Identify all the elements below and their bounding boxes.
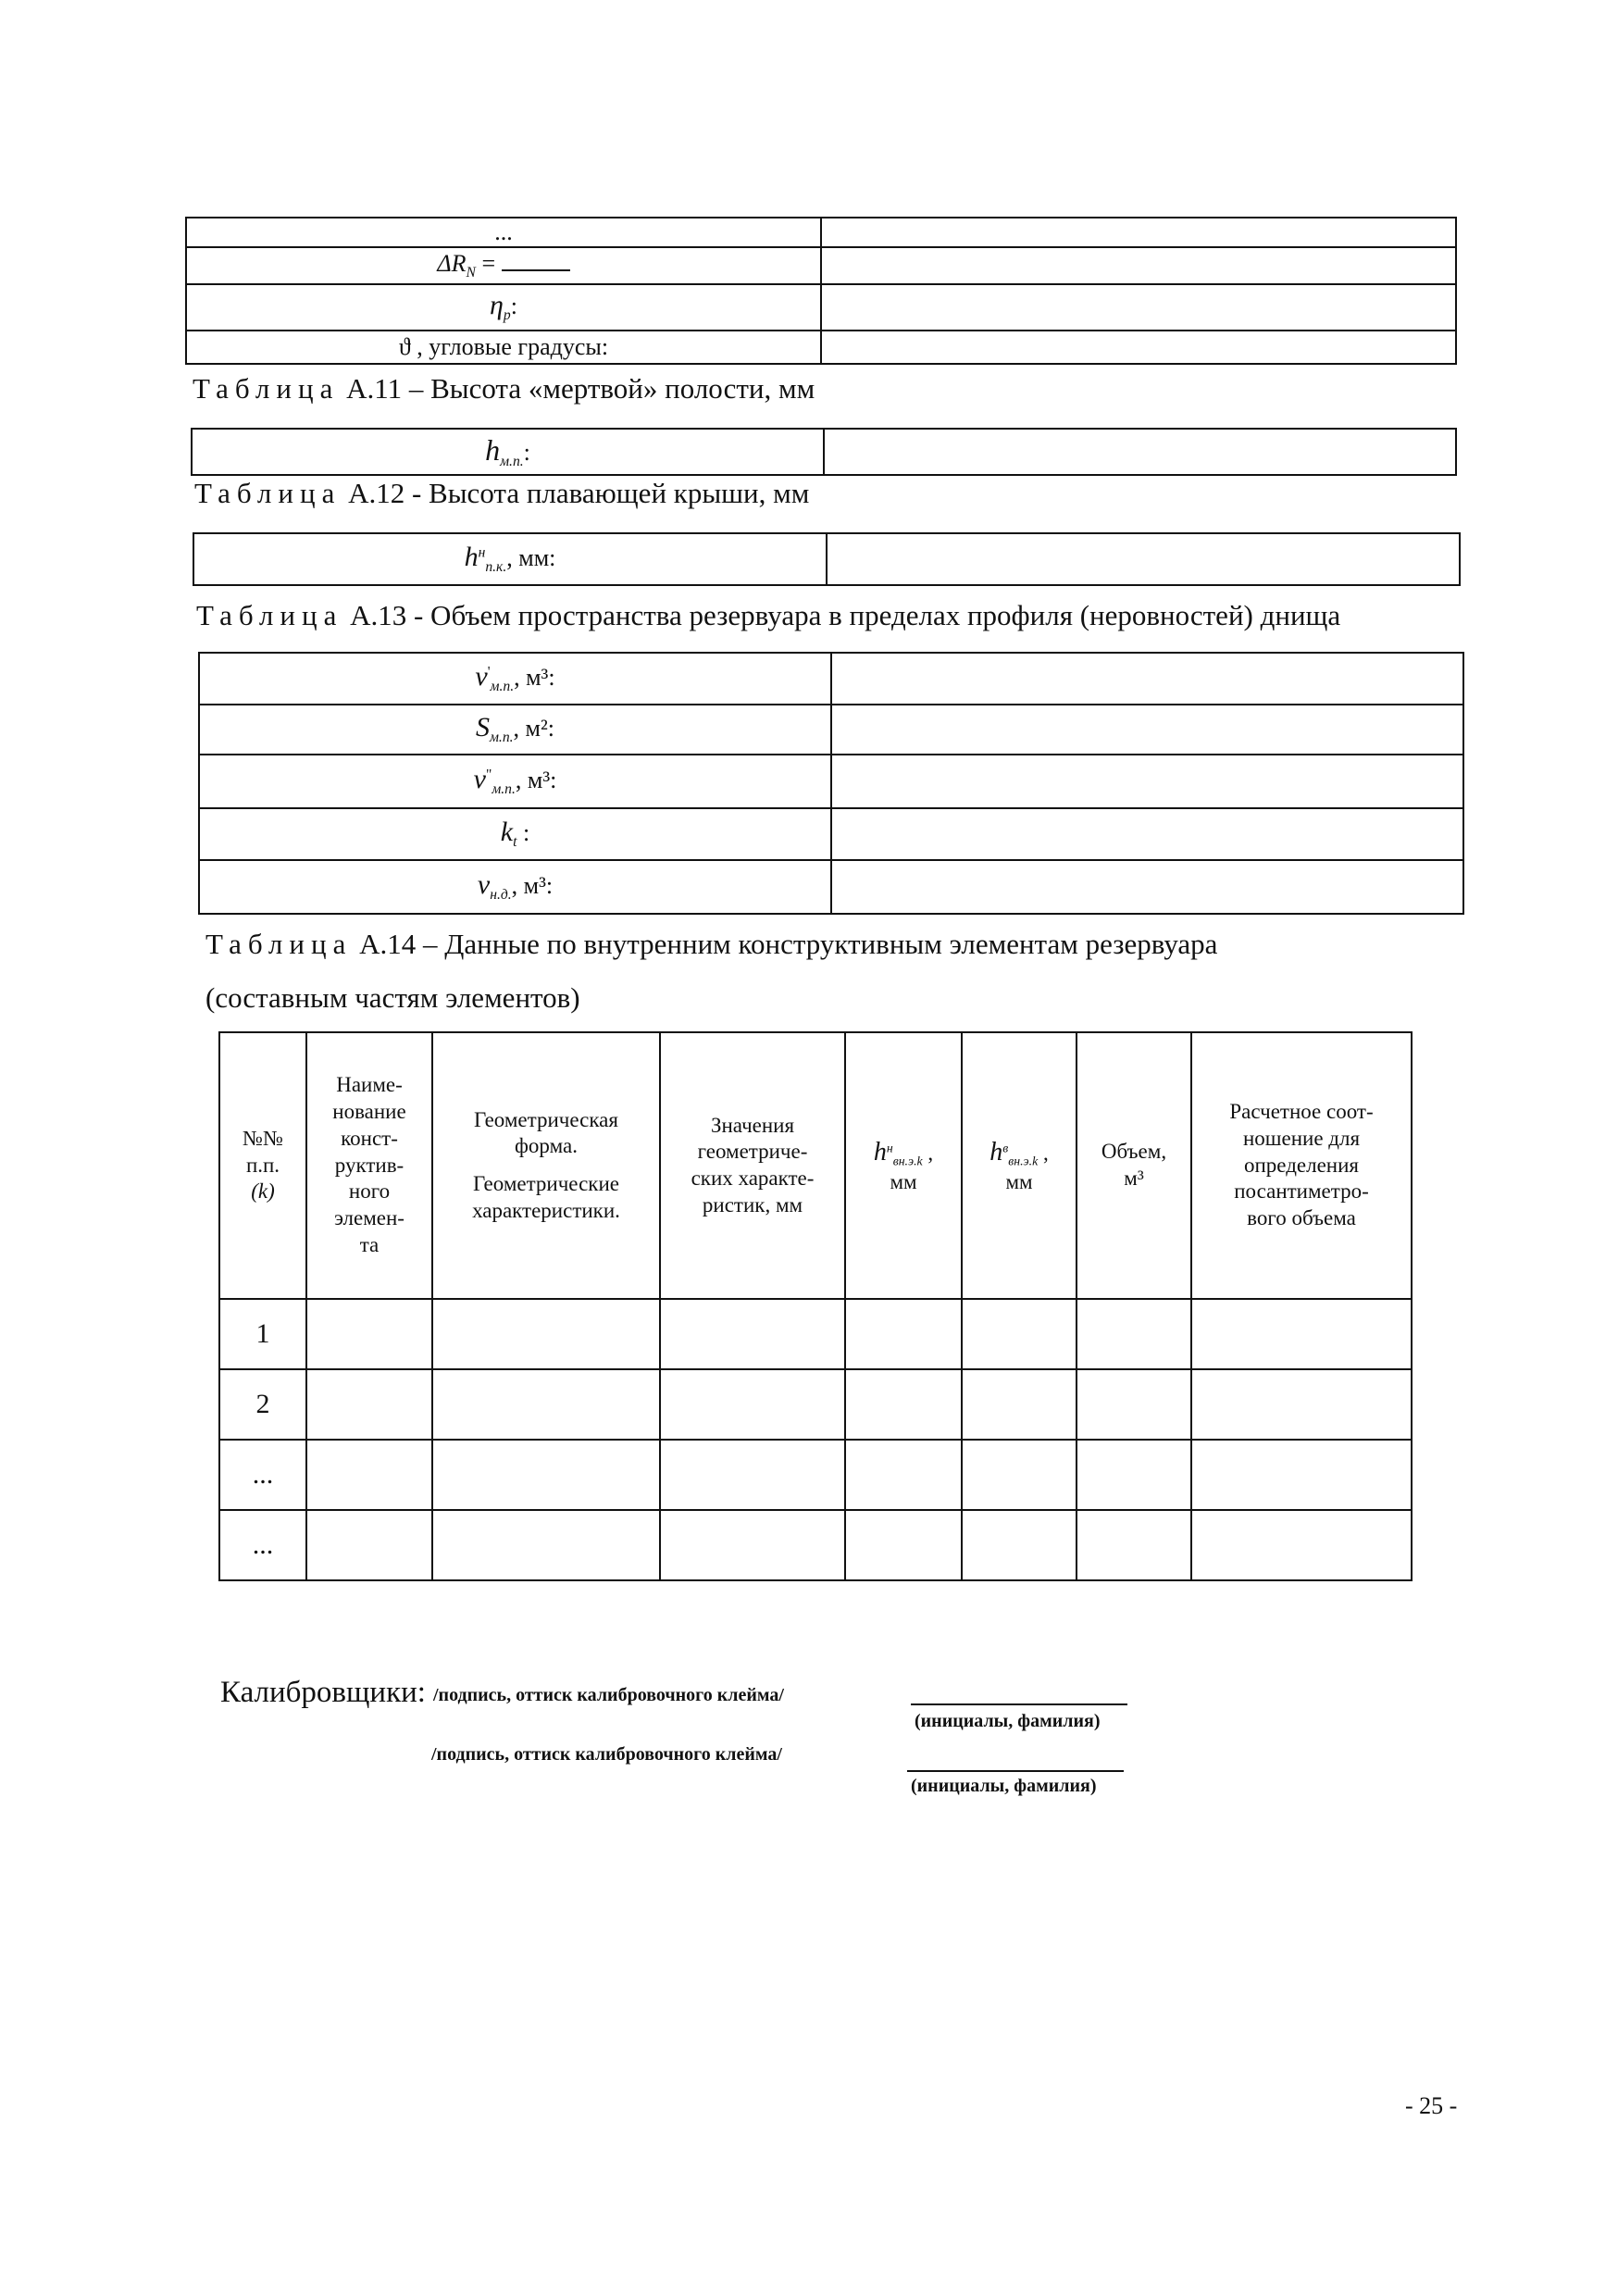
table-a13	[198, 652, 1464, 915]
table-a10-row-delta-r: $\Delta R_N$ =	[186, 247, 821, 284]
header-volume: Объем, м³	[1077, 1032, 1191, 1299]
table-cell[interactable]	[845, 1510, 962, 1580]
table-cell[interactable]	[306, 1369, 432, 1440]
table-a13-label-v1-mp: $v'_{м.п.}$, м³:	[199, 653, 831, 705]
table-cell[interactable]	[1191, 1510, 1412, 1580]
row-number: 1	[219, 1299, 306, 1369]
table-cell[interactable]	[845, 1369, 962, 1440]
table-row	[219, 1440, 1412, 1510]
table-a10-value-cell[interactable]	[821, 331, 1456, 364]
signature-line1-text: /подпись, оттиск калибровочного клейма/	[433, 1685, 784, 1705]
table-cell[interactable]	[432, 1299, 660, 1369]
page-number: - 25 -	[1405, 2092, 1458, 2119]
table-cell[interactable]	[660, 1440, 845, 1510]
table-cell[interactable]	[660, 1299, 845, 1369]
table-cell[interactable]	[1077, 1369, 1191, 1440]
table-a11-label-h-mp: $h_{м.п.}$:	[192, 429, 824, 475]
table-a14-header-row	[219, 1032, 1412, 1299]
header-geometric-values: Значения геометриче- ских характе- ристик, мм	[660, 1032, 845, 1299]
table-cell[interactable]	[845, 1440, 962, 1510]
table-a13-value-cell[interactable]	[831, 808, 1463, 860]
table-a11-caption: Таблица А.11 – Высота «мертвой» полости, мм	[193, 372, 815, 405]
table-row	[219, 1510, 1412, 1580]
table-a10-row-theta: ϑ , угловые градусы:	[186, 331, 821, 364]
signature-line2-caption: (инициалы, фамилия)	[911, 1776, 1097, 1796]
table-a12-caption: Таблица А.12 - Высота плавающей крыши, мм	[194, 477, 810, 509]
table-a13-label-s-mp: $S_{м.п.}$, м²:	[199, 705, 831, 755]
table-a12	[193, 532, 1461, 586]
table-cell[interactable]	[1077, 1299, 1191, 1369]
table-cell[interactable]	[432, 1440, 660, 1510]
signature-line2-blank	[907, 1770, 1124, 1772]
table-a13-label-v2-mp: $v^"_{м.п.}$, м³:	[199, 755, 831, 808]
table-cell[interactable]	[432, 1510, 660, 1580]
table-cell[interactable]	[962, 1369, 1077, 1440]
row-number: ...	[219, 1440, 306, 1510]
delta-r-blank-line	[502, 269, 570, 271]
table-a13-label-v-nd: $v_{н.д.}$, м³:	[199, 860, 831, 914]
table-cell[interactable]	[845, 1299, 962, 1369]
table-a10-value-cell[interactable]	[821, 284, 1456, 331]
table-a14	[218, 1031, 1413, 1581]
table-cell[interactable]	[962, 1510, 1077, 1580]
row-number: 2	[219, 1369, 306, 1440]
signatures-title: Калибровщики:	[220, 1676, 426, 1709]
table-a12-label-h-pk: $h^н_{п.к.}$, мм:	[193, 533, 827, 585]
table-cell[interactable]	[1077, 1510, 1191, 1580]
table-a10-value-cell[interactable]	[821, 247, 1456, 284]
table-a12-value-cell[interactable]	[827, 533, 1460, 585]
table-a10-value-cell[interactable]	[821, 218, 1456, 247]
table-a11	[191, 428, 1457, 476]
header-h-lower: $h^н_{вн.э.k}$ , мм	[845, 1032, 962, 1299]
signature-line1-blank	[911, 1703, 1127, 1705]
table-cell[interactable]	[660, 1510, 845, 1580]
table-a10-tail	[185, 217, 1457, 365]
table-a13-caption: Таблица А.13 - Объем пространства резервуара в пределах профиля (неровностей) днища	[196, 599, 1341, 631]
table-cell[interactable]	[660, 1369, 845, 1440]
table-a13-value-cell[interactable]	[831, 653, 1463, 705]
row-number: ...	[219, 1510, 306, 1580]
table-row	[219, 1299, 1412, 1369]
table-cell[interactable]	[1191, 1299, 1412, 1369]
table-cell[interactable]	[306, 1299, 432, 1369]
header-h-upper: $h^в_{вн.э.k}$ , мм	[962, 1032, 1077, 1299]
table-a10-row-ellipsis: ...	[186, 218, 821, 247]
table-a13-value-cell[interactable]	[831, 705, 1463, 755]
table-row	[219, 1369, 1412, 1440]
table-a13-value-cell[interactable]	[831, 755, 1463, 808]
table-a10-row-eta: $\eta_p$:	[186, 284, 821, 331]
signature-line1-caption: (инициалы, фамилия)	[915, 1711, 1101, 1731]
table-cell[interactable]	[306, 1440, 432, 1510]
table-cell[interactable]	[1191, 1440, 1412, 1510]
table-cell[interactable]	[306, 1510, 432, 1580]
table-a13-value-cell[interactable]	[831, 860, 1463, 914]
table-cell[interactable]	[1191, 1369, 1412, 1440]
signature-line2-text: /подпись, оттиск калибровочного клейма/	[431, 1744, 782, 1765]
header-element-name: Наиме- нование конст- руктив- ного элемен- та	[306, 1032, 432, 1299]
header-geometric-shape: Геометрическая форма. Геометрические характеристики.	[432, 1032, 660, 1299]
table-cell[interactable]	[1077, 1440, 1191, 1510]
table-a14-caption-line2: (составным частям элементов)	[205, 981, 580, 1014]
table-a14-caption: Таблица А.14 – Данные по внутренним конструктивным элементам резервуара	[205, 928, 1218, 960]
table-a13-label-kt: $k_t$ :	[199, 808, 831, 860]
header-calculation: Расчетное соот- ношение для определения посантиметро- вого объема	[1191, 1032, 1412, 1299]
table-cell[interactable]	[962, 1299, 1077, 1369]
header-number: №№ п.п. (k)	[219, 1032, 306, 1299]
table-cell[interactable]	[432, 1369, 660, 1440]
table-cell[interactable]	[962, 1440, 1077, 1510]
table-a11-value-cell[interactable]	[824, 429, 1456, 475]
